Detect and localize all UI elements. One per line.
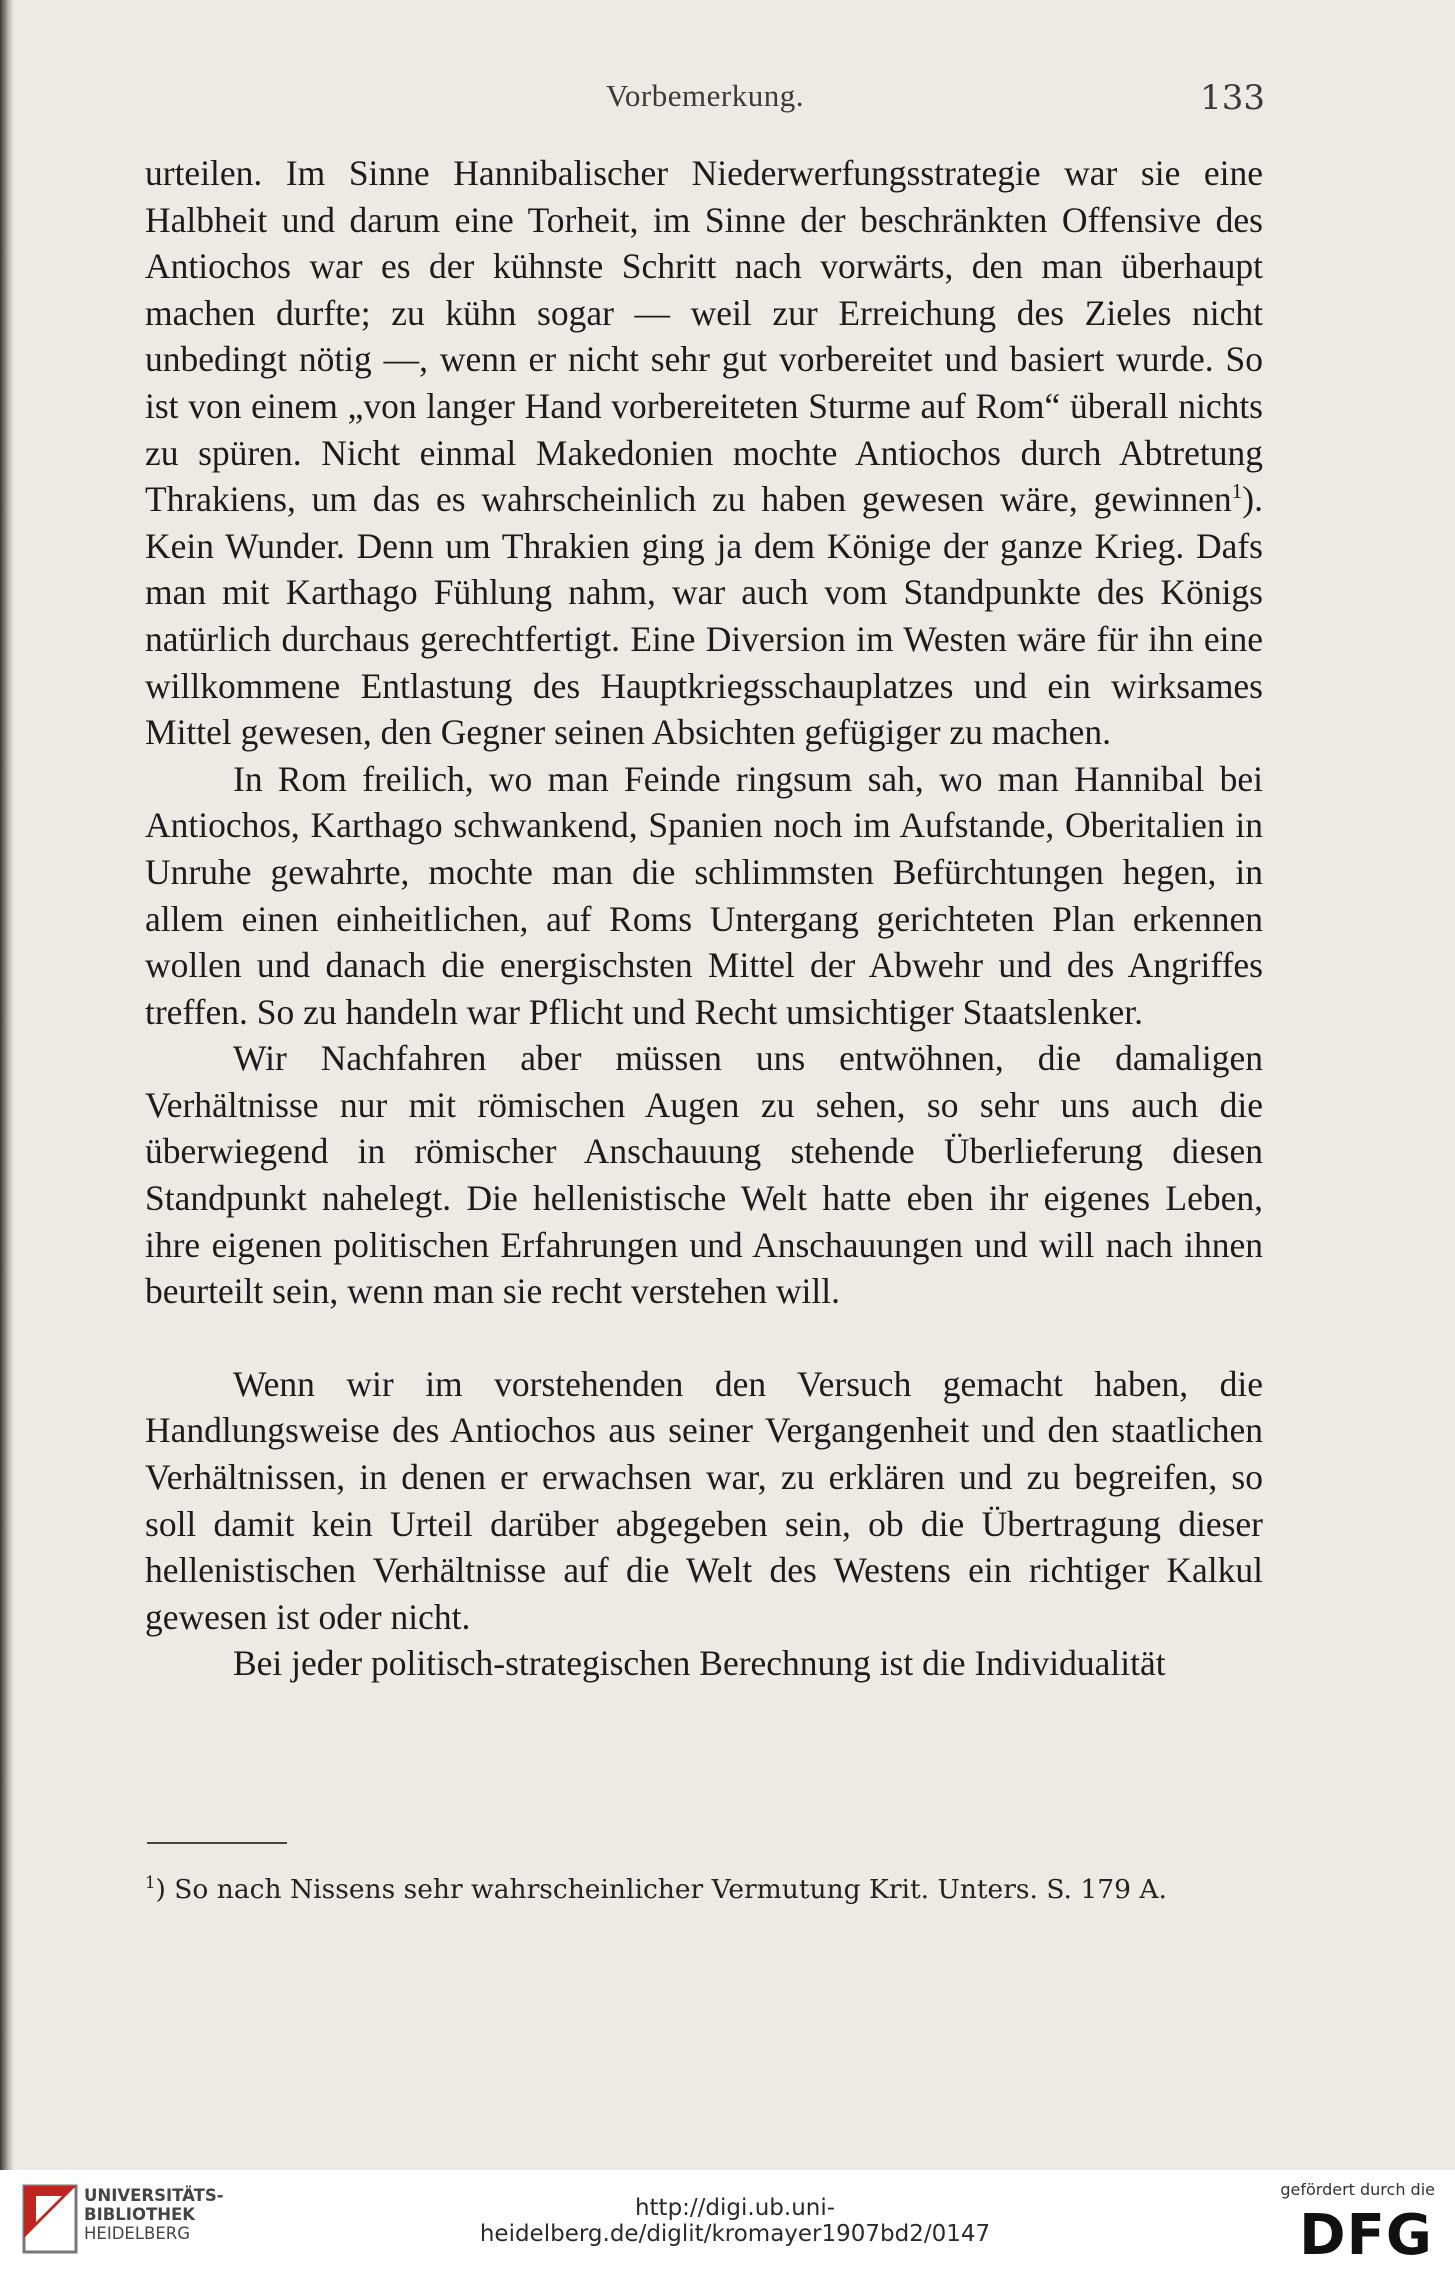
body-text [145, 150, 1263, 1687]
dfg-logo-icon [1297, 2204, 1435, 2262]
footnote-paren: ) [155, 1874, 166, 1905]
page-number: 133 [1200, 78, 1265, 118]
paragraph: Bei jeder politisch-strategischen Berechnung ist die Individualität [233, 1643, 1166, 1684]
footnote-divider [147, 1842, 287, 1844]
dfg-logo-text: DFG [1299, 2204, 1433, 2262]
funding-label: gefördert durch die [1280, 2180, 1435, 2199]
paragraph: In Rom freilich, wo man Feinde ringsum sah, wo man Hannibal bei Antiochos, Karthago schwankend, Spanien noch im Aufstande, Oberitalien in Unruhe gewahrte, mochte man die schlimmsten Befürchtungen hegen, in allem einen einheitlichen, auf Roms Untergang gerichteten Plan erkennen wollen und danach die energischsten Mittel der Abwehr und des Angriffes treffen. So zu handeln war Pflicht und Recht umsichtiger Staatslenker. [145, 758, 1263, 1032]
footer-bar [0, 2170, 1455, 2275]
paragraph: Wenn wir im vorstehenden den Versuch gemacht haben, die Handlungsweise des Antiochos aus seiner Vergangenheit und den staatlichen Verhältnissen, in denen er erwachsen war, zu erklären und zu begreifen, so soll damit kein Urteil darüber abgegeben sein, ob die Übertragung dieser hellenistischen Verhältnisse auf die Welt des Westens ein richtiger Kalkul gewesen ist oder nicht. [145, 1363, 1263, 1637]
permalink-url[interactable]: http://digi.ub.uni-heidelberg.de/diglit/kromayer1907bd2/0147 [479, 2195, 991, 2247]
paragraph [145, 150, 1263, 756]
footnote [145, 1872, 1263, 1908]
library-name-line: HEIDELBERG [84, 2224, 191, 2243]
running-title: Vorbemerkung. [606, 78, 804, 113]
paragraph-text: urteilen. Im Sinne Hannibalischer Niederwerfungsstrategie war sie eine Halbheit und darum eine Torheit, im Sinne der beschränkten Offensive des Antiochos war es der kühnste Schritt nach vorwärts, den man überhaupt machen durfte; zu kühn sogar — weil zur Erreichung des Zieles nicht unbedingt nötig —, wenn er nicht sehr gut vorbereitet und basiert wurde. So ist von einem „von langer Hand vorbereiteten Sturme auf Rom“ überall nichts zu spüren. Nicht einmal Makedonien mochte Antiochos durch Abtretung Thrakiens, um das es wahrscheinlich zu haben gewesen wäre, gewinnen [145, 153, 1263, 520]
library-logo-icon [18, 2182, 82, 2256]
footnote-reference[interactable]: 1 [1231, 479, 1243, 504]
library-name [84, 2186, 224, 2243]
footnote-text: So nach Nissens sehr wahrscheinlicher Vermutung Krit. Unters. S. 179 A. [174, 1874, 1167, 1905]
footnote-marker: 1 [145, 1873, 156, 1893]
page-header [145, 78, 1265, 128]
paragraph-text: ). Kein Wunder. Denn um Thrakien ging ja dem Könige der ganze Krieg. Dafs man mit Karthago Fühlung nahm, war auch vom Standpunkte des Königs natürlich durchaus gerechtfertigt. Eine Diversion im Westen wäre für ihn eine willkommene Entlastung des Hauptkriegsschauplatzes und ein wirksames Mittel gewesen, den Gegner seinen Absichten gefügiger zu machen. [145, 479, 1263, 753]
library-name-line: BIBLIOTHEK [84, 2205, 196, 2224]
library-name-line: UNIVERSITÄTS- [84, 2186, 224, 2205]
paragraph: Wir Nachfahren aber müssen uns entwöhnen, die damaligen Verhältnisse nur mit römischen Augen zu sehen, so sehr uns auch die überwiegend in römischer Anschauung stehende Überlieferung diesen Standpunkt nahelegt. Die hellenistische Welt hatte eben ihr eigenes Leben, ihre eigenen politischen Erfahrungen und Anschauungen und will nach ihnen beurteilt sein, wenn man sie recht verstehen will. [145, 1038, 1263, 1312]
